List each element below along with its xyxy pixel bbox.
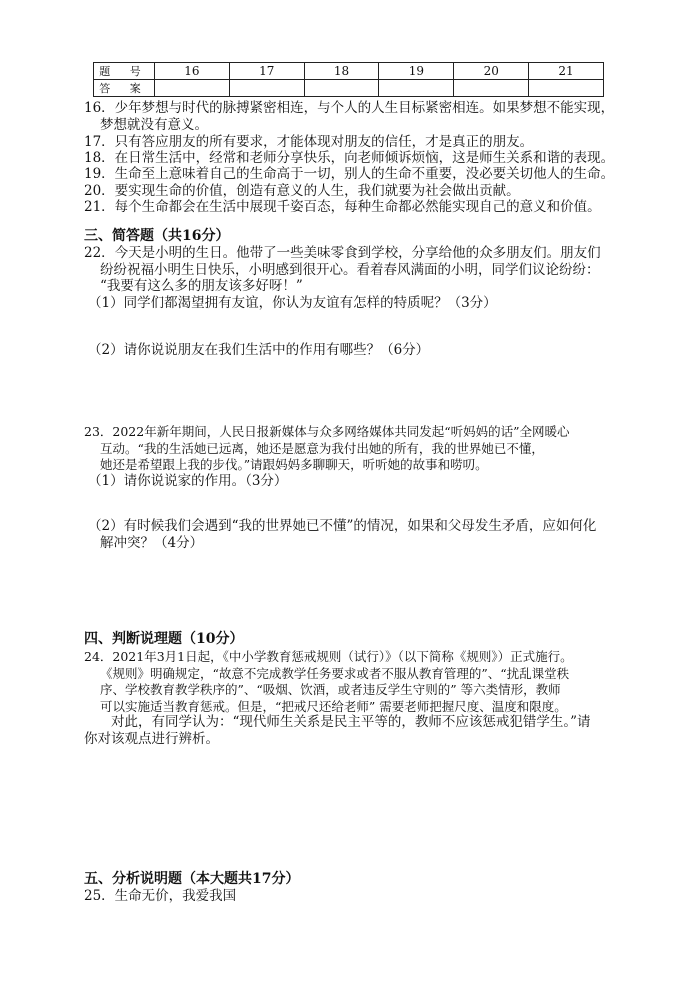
section-5-title: 五、分析说明题（本大题共17分） bbox=[84, 871, 300, 887]
answer-cell-blank[interactable] bbox=[529, 80, 604, 97]
question-17: 17．只有答应朋友的所有要求，才能体现对朋友的信任，才是真正的朋友。 bbox=[84, 134, 534, 150]
question-23-line1: 23．2022年新年期间，人民日报新媒体与众多网络媒体共同发起“听妈妈的话”全网暖心 bbox=[84, 424, 570, 439]
question-21: 21．每个生命都会在生活中展现千姿百态，每种生命都必然能实现自己的意义和价值。 bbox=[84, 199, 601, 215]
answer-cell-number: 17 bbox=[229, 63, 304, 80]
question-22-sub2: （2）请你说说朋友在我们生活中的作用有哪些？（6分） bbox=[88, 342, 430, 358]
answer-table-row-label: 题 号 bbox=[94, 63, 155, 80]
question-23-sub1: （1）请你说说家的作用。（3分） bbox=[88, 473, 288, 489]
question-24-line6: 你对该观点进行辨析。 bbox=[84, 731, 219, 747]
answer-cell-number: 19 bbox=[379, 63, 454, 80]
question-23-sub2: （2）有时候我们会遇到“我的世界她已不懂”的情况，如果和父母发生矛盾，应如何化 bbox=[88, 518, 597, 534]
answer-cell-number: 20 bbox=[454, 63, 529, 80]
answer-cell-blank[interactable] bbox=[155, 80, 230, 97]
question-16-cont: 梦想就没有意义。 bbox=[100, 117, 208, 133]
question-24-line1: 24．2021年3月1日起，《中小学教育惩戒规则（试行）》（以下简称《规则》）正式施行。 bbox=[84, 649, 573, 664]
question-24-line3: 序、学校教育教学秩序的”、“吸烟、饮酒，或者违反学生守则的” 等六类情形，教师 bbox=[100, 682, 561, 697]
question-25: 25．生命无价，我爱我国 bbox=[84, 888, 237, 904]
answer-table-row-label: 答 案 bbox=[94, 80, 155, 97]
answer-cell-blank[interactable] bbox=[379, 80, 454, 97]
question-16: 16．少年梦想与时代的脉搏紧密相连，与个人的人生目标紧密相连。如果梦想不能实现， bbox=[84, 100, 615, 116]
question-22-sub1: （1）同学们都渴望拥有友谊，你认为友谊有怎样的特质呢？（3分） bbox=[88, 295, 497, 311]
answer-cell-number: 21 bbox=[529, 63, 604, 80]
section-4-title: 四、判断说理题（10分） bbox=[84, 631, 244, 647]
question-24-line5: 对此，有同学认为：“现代师生关系是民主平等的，教师不应该惩戒犯错学生。”请 bbox=[111, 714, 591, 730]
question-22-line3: “我要有这么多的朋友该多好呀！” bbox=[100, 278, 303, 294]
question-23-line2: 互动。“我的生活她已远离，她还是愿意为我付出她的所有，我的世界她已不懂， bbox=[100, 441, 544, 456]
question-23-sub2-cont: 解冲突？（4分） bbox=[100, 535, 204, 551]
question-18: 18．在日常生活中，经常和老师分享快乐，向老师倾诉烦恼，这是师生关系和谐的表现。 bbox=[84, 150, 615, 166]
question-20: 20．要实现生命的价值，创造有意义的人生，我们就要为社会做出贡献。 bbox=[84, 183, 520, 199]
answer-cell-blank[interactable] bbox=[304, 80, 379, 97]
section-3-title: 三、简答题（共16分） bbox=[84, 228, 230, 244]
answer-cell-number: 18 bbox=[304, 63, 379, 80]
answer-cell-number: 16 bbox=[155, 63, 230, 80]
answer-cell-blank[interactable] bbox=[229, 80, 304, 97]
question-23-line3: 她还是希望跟上我的步伐。”请跟妈妈多聊聊天，听听她的故事和唠叨。 bbox=[100, 457, 488, 472]
answer-table bbox=[93, 62, 604, 97]
answer-cell-blank[interactable] bbox=[454, 80, 529, 97]
question-22-line1: 22．今天是小明的生日。他带了一些美味零食到学校，分享给他的众多朋友们。朋友们 bbox=[84, 245, 601, 261]
question-24-line4: 可以实施适当教育惩戒。但是，“把戒尺还给老师” 需要老师把握尺度、温度和限度。 bbox=[100, 699, 567, 714]
question-19: 19．生命至上意味着自己的生命高于一切，别人的生命不重要，没必要关切他人的生命。 bbox=[84, 166, 615, 182]
answer-table-number-row bbox=[94, 63, 604, 80]
question-22-line2: 纷纷祝福小明生日快乐，小明感到很开心。看着春风满面的小明，同学们议论纷纷： bbox=[100, 262, 600, 278]
question-24-line2: 《规则》明确规定，“故意不完成教学任务要求或者不服从教育管理的”、“扰乱课堂秩 bbox=[100, 666, 570, 681]
answer-table-answer-row bbox=[94, 80, 604, 97]
